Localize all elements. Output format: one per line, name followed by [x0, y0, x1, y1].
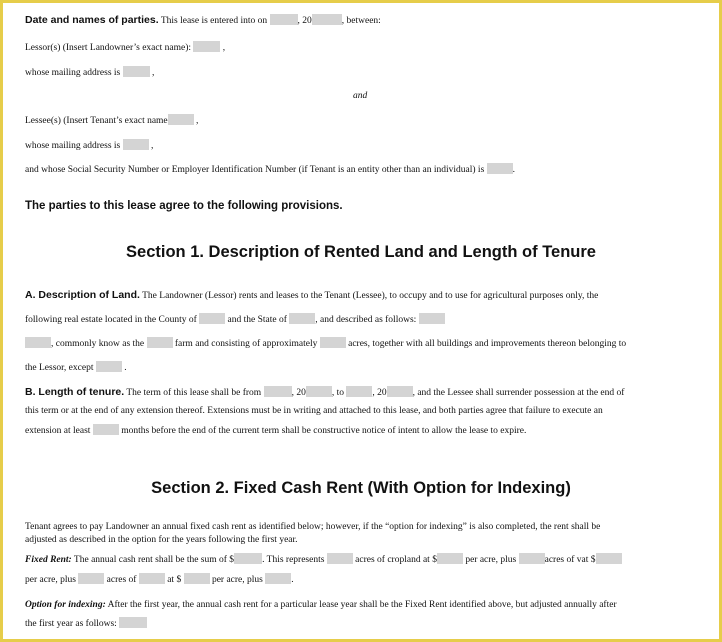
- fixed-rent-line1: Fixed Rent: The annual cash rent shall be the sum of $ . This represents acres of cropland at $ per acre, plus acres of vat $: [25, 553, 622, 566]
- section2-title: Section 2. Fixed Cash Rent (With Option for Indexing): [151, 479, 571, 497]
- lessee-ssn-line: and whose Social Security Number or Employer Identification Number (if Tenant is an entity other than an individual) is .: [25, 165, 516, 175]
- term-end-year-field[interactable]: [387, 386, 413, 397]
- fixed-rent-heading: Fixed Rent:: [25, 555, 72, 565]
- exceptions-field[interactable]: [96, 361, 122, 372]
- section1-a-line4: the Lessor, except .: [25, 363, 127, 373]
- section1-b-line1: B. Length of tenure. The term of this lease shall be from , 20 , to , 20 , and the Lessee shall surrender possession at the end of: [25, 386, 625, 398]
- additional-amount-field[interactable]: [265, 573, 291, 584]
- lessor-name-line: Lessor(s) (Insert Landowner’s exact name): ,: [25, 43, 226, 53]
- fixed-rent-line2: per acre, plus acres of at $ per acre, plus .: [25, 575, 294, 585]
- section1-a-line2: following real estate located in the County of and the State of , and described as follows:: [25, 313, 445, 326]
- land-description-field[interactable]: [419, 313, 445, 324]
- additional-rate-field[interactable]: [184, 573, 210, 584]
- annual-rent-field[interactable]: [234, 553, 262, 564]
- lessee-address-field[interactable]: [123, 139, 149, 150]
- option-indexing-line1: Option for indexing: After the first year, the annual cash rent for a particular lease year shall be the Fixed Rent identified above, but adjusted annually after: [25, 600, 617, 610]
- section2-intro-line2: adjusted as described in the option for the years following the first year.: [25, 535, 298, 545]
- lease-date-field[interactable]: [270, 14, 298, 25]
- additional-land-type-field[interactable]: [139, 573, 165, 584]
- lease-year-field[interactable]: [312, 14, 342, 25]
- lessor-name-field[interactable]: [193, 41, 220, 52]
- cropland-rate-field[interactable]: [437, 553, 463, 564]
- total-acres-field[interactable]: [320, 337, 346, 348]
- state-field[interactable]: [289, 313, 315, 324]
- lessee-name-line: Lessee(s) (Insert Tenant’s exact name ,: [25, 116, 199, 126]
- date-parties-heading: Date and names of parties.: [25, 14, 159, 26]
- cropland-acres-field[interactable]: [327, 553, 353, 564]
- notice-months-field[interactable]: [93, 424, 119, 435]
- land-description-continued-field[interactable]: [25, 337, 51, 348]
- length-of-tenure-heading: B. Length of tenure.: [25, 386, 125, 398]
- other-rate-field[interactable]: [596, 553, 622, 564]
- farm-name-field[interactable]: [147, 337, 173, 348]
- section1-b-line3: extension at least months before the end of the current term shall be constructive notice of intent to allow the lease to expire.: [25, 426, 527, 436]
- lessee-name-field[interactable]: [168, 114, 194, 125]
- lessor-address-field[interactable]: [123, 66, 150, 77]
- county-field[interactable]: [199, 313, 225, 324]
- indexing-method-field[interactable]: [119, 617, 147, 628]
- lessee-address-line: whose mailing address is ,: [25, 141, 154, 151]
- lessor-address-line: whose mailing address is ,: [25, 68, 155, 78]
- additional-acres-field[interactable]: [78, 573, 104, 584]
- description-of-land-heading: A. Description of Land.: [25, 289, 140, 301]
- section1-title: Section 1. Description of Rented Land and Length of Tenure: [126, 243, 596, 261]
- and-separator: and: [353, 91, 368, 101]
- section1-b-line2: this term or at the end of any extension thereof. Extensions must be in writing and attached to this lease, and both parties agree that failure to execute an: [25, 406, 603, 416]
- section1-a-line3: , commonly know as the farm and consisting of approximately acres, together with all buildings and improvements thereon belonging to: [25, 337, 626, 350]
- option-indexing-heading: Option for indexing:: [25, 600, 106, 610]
- lessee-ssn-field[interactable]: [487, 163, 513, 174]
- date-parties-line: Date and names of parties. This lease is entered into on , 20 , between:: [25, 14, 381, 26]
- term-start-year-field[interactable]: [306, 386, 332, 397]
- term-end-date-field[interactable]: [346, 386, 372, 397]
- term-start-date-field[interactable]: [264, 386, 292, 397]
- other-acres-field[interactable]: [519, 553, 545, 564]
- parties-agree-statement: The parties to this lease agree to the following provisions.: [25, 200, 343, 212]
- section2-intro-line1: Tenant agrees to pay Landowner an annual fixed cash rent as identified below; however, if the “option for indexing” is also completed, the rent shall be: [25, 522, 601, 532]
- option-indexing-line2: the first year as follows:: [25, 617, 147, 630]
- section1-a-line1: A. Description of Land. The Landowner (Lessor) rents and leases to the Tenant (Lessee), to occupy and to use for agricultural purposes only, the: [25, 289, 599, 301]
